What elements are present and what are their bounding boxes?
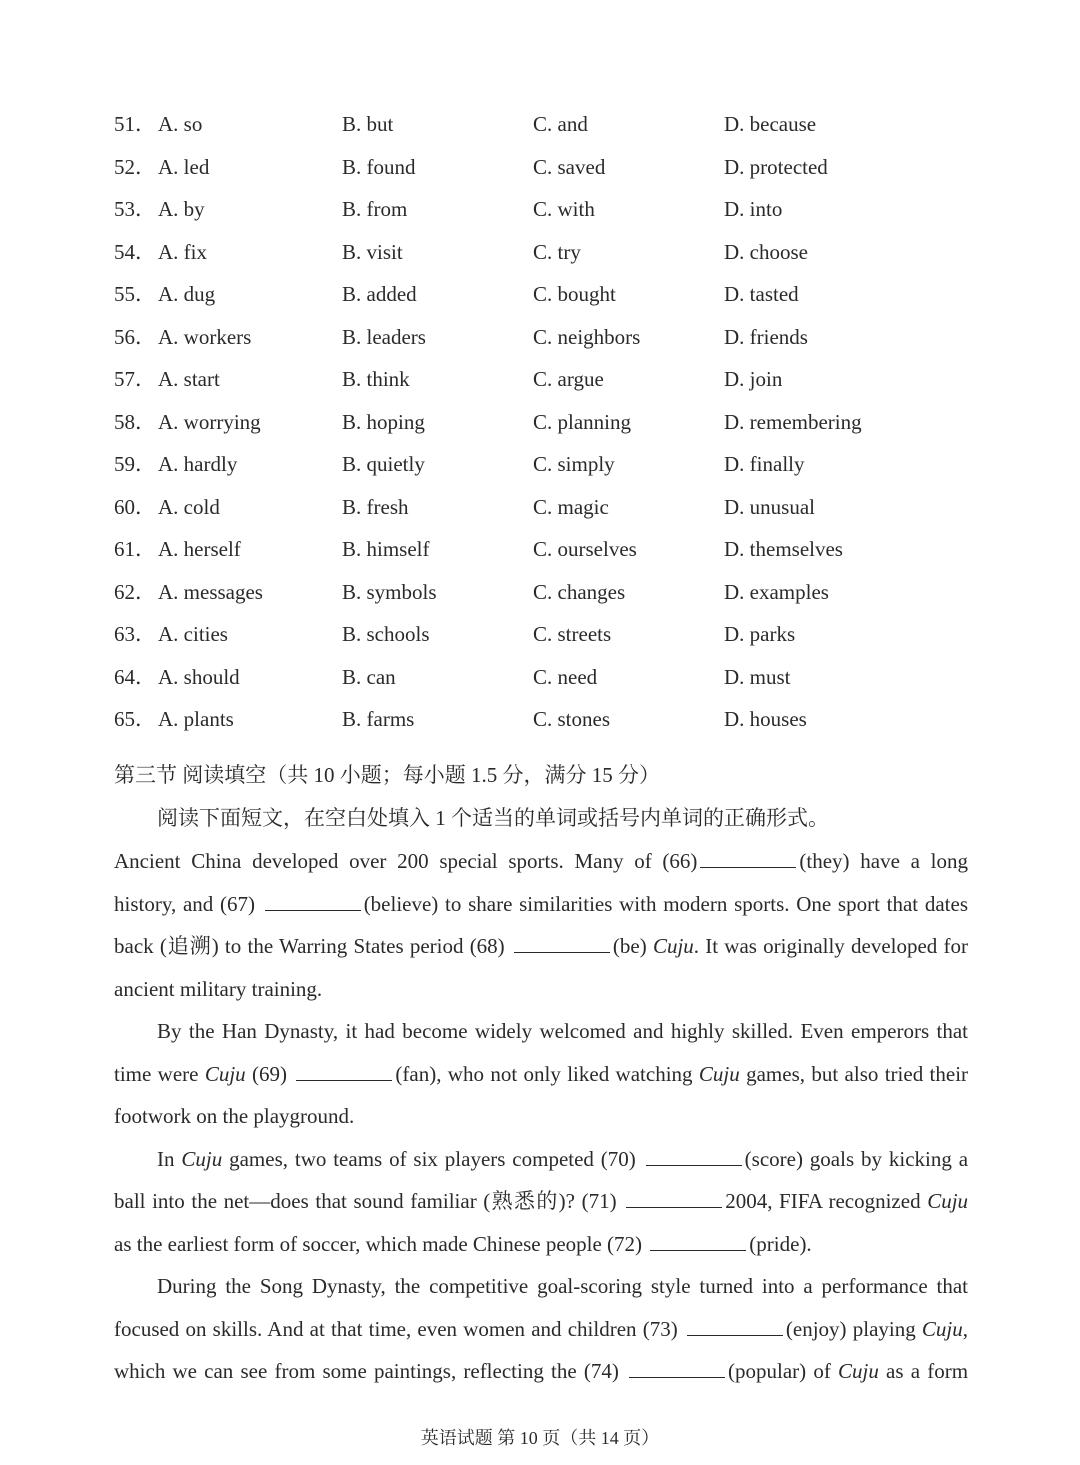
text-span: During the Song Dynasty, the competitive goal-scoring style turned into a performance that focused on skills. And at that time, even women and children (73) bbox=[114, 1274, 968, 1341]
option-c[interactable]: C. and bbox=[533, 112, 588, 136]
choice-row bbox=[114, 486, 974, 529]
option-d[interactable]: D. choose bbox=[724, 239, 808, 264]
option-d[interactable]: D. join bbox=[724, 367, 783, 391]
option-b[interactable]: B. hoping bbox=[342, 409, 425, 434]
option-d[interactable]: D. examples bbox=[724, 579, 829, 604]
blank-68[interactable] bbox=[514, 932, 610, 953]
blank-70[interactable] bbox=[646, 1145, 742, 1166]
text-span: By the Han Dynasty, it had become widely welcomed and highly skilled. Even emperors that time were bbox=[114, 1019, 968, 1086]
term-cuju: Cuju bbox=[652, 934, 694, 958]
option-c[interactable]: C. neighbors bbox=[533, 324, 641, 349]
question-number: 57． bbox=[114, 367, 156, 391]
blank-66[interactable] bbox=[700, 847, 796, 868]
choice-row bbox=[114, 188, 974, 231]
term-cuju: Cuju bbox=[204, 1061, 246, 1086]
text-span: as the earliest form of soccer, which made Chinese people (72) bbox=[114, 1231, 643, 1256]
option-a[interactable]: A. worrying bbox=[158, 409, 261, 434]
choice-row bbox=[114, 231, 974, 274]
text-span: (be) bbox=[612, 934, 647, 958]
option-a[interactable]: A. hardly bbox=[158, 452, 238, 476]
option-c[interactable]: C. argue bbox=[533, 367, 604, 391]
term-cuju: Cuju bbox=[698, 1061, 740, 1086]
section-instruction: 阅读下面短文，在空白处填入 1 个适当的单词或括号内单词的正确形式。 bbox=[157, 806, 829, 830]
option-d[interactable]: D. must bbox=[724, 664, 791, 689]
text-span: (believe) to share similarities with modern sports. One sport that dates back (追溯) to the Warring States period (68) bbox=[114, 891, 968, 958]
option-b[interactable]: B. from bbox=[342, 197, 408, 221]
paragraph-2 bbox=[114, 1010, 968, 1138]
option-b[interactable]: B. added bbox=[342, 282, 417, 306]
choice-row bbox=[114, 103, 974, 146]
question-number: 63． bbox=[114, 622, 156, 646]
option-c[interactable]: C. planning bbox=[533, 409, 631, 434]
text-span: (score) goals by kicking a ball into the net—does that sound familiar (熟悉的)? (71) bbox=[114, 1146, 969, 1213]
blank-69[interactable] bbox=[296, 1060, 392, 1081]
option-b[interactable]: B. quietly bbox=[342, 452, 425, 476]
option-a[interactable]: A. led bbox=[158, 154, 210, 179]
option-c[interactable]: C. streets bbox=[533, 622, 612, 646]
option-c[interactable]: C. with bbox=[533, 197, 595, 221]
text-span: (fan), who not only liked watching bbox=[395, 1061, 693, 1086]
option-c[interactable]: C. magic bbox=[533, 494, 609, 519]
text-span: (popular) of bbox=[728, 1359, 831, 1383]
option-d[interactable]: D. because bbox=[724, 112, 817, 136]
option-a[interactable]: A. cities bbox=[158, 622, 228, 646]
blank-67[interactable] bbox=[265, 890, 361, 911]
choice-row bbox=[114, 273, 974, 316]
option-d[interactable]: D. into bbox=[724, 197, 783, 221]
option-b[interactable]: B. symbols bbox=[342, 579, 437, 604]
option-b[interactable]: B. found bbox=[342, 154, 416, 179]
option-d[interactable]: D. houses bbox=[724, 707, 807, 731]
text-span: games, two teams of six players competed (70) bbox=[229, 1146, 636, 1171]
text-span: as a form bbox=[886, 1359, 969, 1383]
text-span: (enjoy) playing bbox=[785, 1316, 916, 1341]
question-number: 53． bbox=[114, 197, 156, 221]
question-number: 51． bbox=[114, 112, 156, 136]
page-footer: 英语试题 第 10 页（共 14 页） bbox=[420, 1428, 660, 1448]
question-number: 54． bbox=[114, 239, 156, 264]
text-span: . It was originally developed for ancient military training. bbox=[114, 934, 969, 1001]
option-a[interactable]: A. herself bbox=[158, 537, 241, 561]
paragraph-3 bbox=[114, 1138, 968, 1266]
option-a[interactable]: A. so bbox=[158, 112, 203, 136]
option-d[interactable]: D. unusual bbox=[724, 494, 815, 519]
choice-row bbox=[114, 613, 974, 656]
text-span: (69) bbox=[252, 1061, 288, 1086]
question-number: 64． bbox=[114, 664, 156, 689]
section-title: 第三节 阅读填空（共 10 小题；每小题 1.5 分，满分 15 分） bbox=[114, 763, 660, 787]
option-a[interactable]: A. cold bbox=[158, 494, 220, 519]
question-number: 65． bbox=[114, 707, 156, 731]
term-cuju: Cuju bbox=[838, 1359, 879, 1383]
option-b[interactable]: B. but bbox=[342, 112, 394, 136]
option-b[interactable]: B. leaders bbox=[342, 324, 426, 349]
option-c[interactable]: C. bought bbox=[533, 282, 616, 306]
option-b[interactable]: B. schools bbox=[342, 622, 430, 646]
option-d[interactable]: D. themselves bbox=[724, 537, 843, 561]
option-c[interactable]: C. changes bbox=[533, 579, 626, 604]
option-a[interactable]: A. fix bbox=[158, 239, 207, 264]
question-number: 61． bbox=[114, 537, 156, 561]
paragraph-4 bbox=[114, 1265, 968, 1393]
reading-passage bbox=[114, 840, 968, 1393]
choice-row bbox=[114, 443, 974, 486]
choice-row bbox=[114, 698, 974, 741]
choice-row bbox=[114, 358, 974, 401]
text-span: (they) have a long history, and (67) bbox=[114, 849, 968, 916]
option-d[interactable]: D. remembering bbox=[724, 409, 862, 434]
question-number: 58． bbox=[114, 409, 156, 434]
option-a[interactable]: A. by bbox=[158, 197, 205, 221]
option-d[interactable]: D. tasted bbox=[724, 282, 799, 306]
question-number: 56． bbox=[114, 324, 156, 349]
blank-74[interactable] bbox=[629, 1357, 725, 1378]
choice-list bbox=[114, 103, 974, 741]
option-b[interactable]: B. himself bbox=[342, 537, 430, 561]
option-c[interactable]: C. saved bbox=[533, 154, 606, 179]
option-b[interactable]: B. fresh bbox=[342, 494, 409, 519]
option-c[interactable]: C. need bbox=[533, 664, 598, 689]
text-span: (pride). bbox=[749, 1231, 812, 1256]
text-span: , which we can see from some paintings, reflecting the (74) bbox=[114, 1316, 969, 1383]
option-a[interactable]: A. should bbox=[158, 664, 240, 689]
term-cuju: Cuju bbox=[927, 1189, 969, 1213]
question-number: 52． bbox=[114, 154, 156, 179]
option-a[interactable]: A. workers bbox=[158, 324, 252, 349]
question-number: 59． bbox=[114, 452, 156, 476]
choice-row bbox=[114, 401, 974, 444]
question-number: 62． bbox=[114, 579, 156, 604]
option-d[interactable]: D. parks bbox=[724, 622, 796, 646]
option-d[interactable]: D. protected bbox=[724, 154, 828, 179]
blank-73[interactable] bbox=[687, 1315, 783, 1336]
option-d[interactable]: D. finally bbox=[724, 452, 805, 476]
text-span: Ancient China developed over 200 special sports. Many of (66) bbox=[114, 849, 698, 873]
blank-71[interactable] bbox=[626, 1187, 722, 1208]
option-c[interactable]: C. ourselves bbox=[533, 537, 637, 561]
text-span: games, but also tried their footwork on the playground. bbox=[114, 1061, 969, 1128]
paragraph-1 bbox=[114, 840, 968, 1010]
option-a[interactable]: A. dug bbox=[158, 282, 216, 306]
option-b[interactable]: B. farms bbox=[342, 707, 415, 731]
question-number: 60． bbox=[114, 494, 156, 519]
option-a[interactable]: A. plants bbox=[158, 707, 234, 731]
option-c[interactable]: C. stones bbox=[533, 707, 611, 731]
choice-row bbox=[114, 316, 974, 359]
choice-row bbox=[114, 146, 974, 189]
option-b[interactable]: B. think bbox=[342, 367, 410, 391]
blank-72[interactable] bbox=[650, 1230, 746, 1251]
term-cuju: Cuju bbox=[181, 1146, 223, 1171]
option-c[interactable]: C. simply bbox=[533, 452, 615, 476]
question-number: 55． bbox=[114, 282, 156, 306]
option-a[interactable]: A. start bbox=[158, 367, 220, 391]
option-d[interactable]: D. friends bbox=[724, 324, 808, 349]
text-span: 2004, FIFA recognized bbox=[725, 1189, 921, 1213]
choice-row bbox=[114, 656, 974, 699]
choice-row bbox=[114, 528, 974, 571]
term-cuju: Cuju bbox=[921, 1316, 963, 1341]
text-span: In bbox=[157, 1146, 175, 1171]
option-b[interactable]: B. visit bbox=[342, 239, 403, 264]
choice-row bbox=[114, 571, 974, 614]
option-b[interactable]: B. can bbox=[342, 664, 396, 689]
option-a[interactable]: A. messages bbox=[158, 579, 263, 604]
option-c[interactable]: C. try bbox=[533, 239, 581, 264]
